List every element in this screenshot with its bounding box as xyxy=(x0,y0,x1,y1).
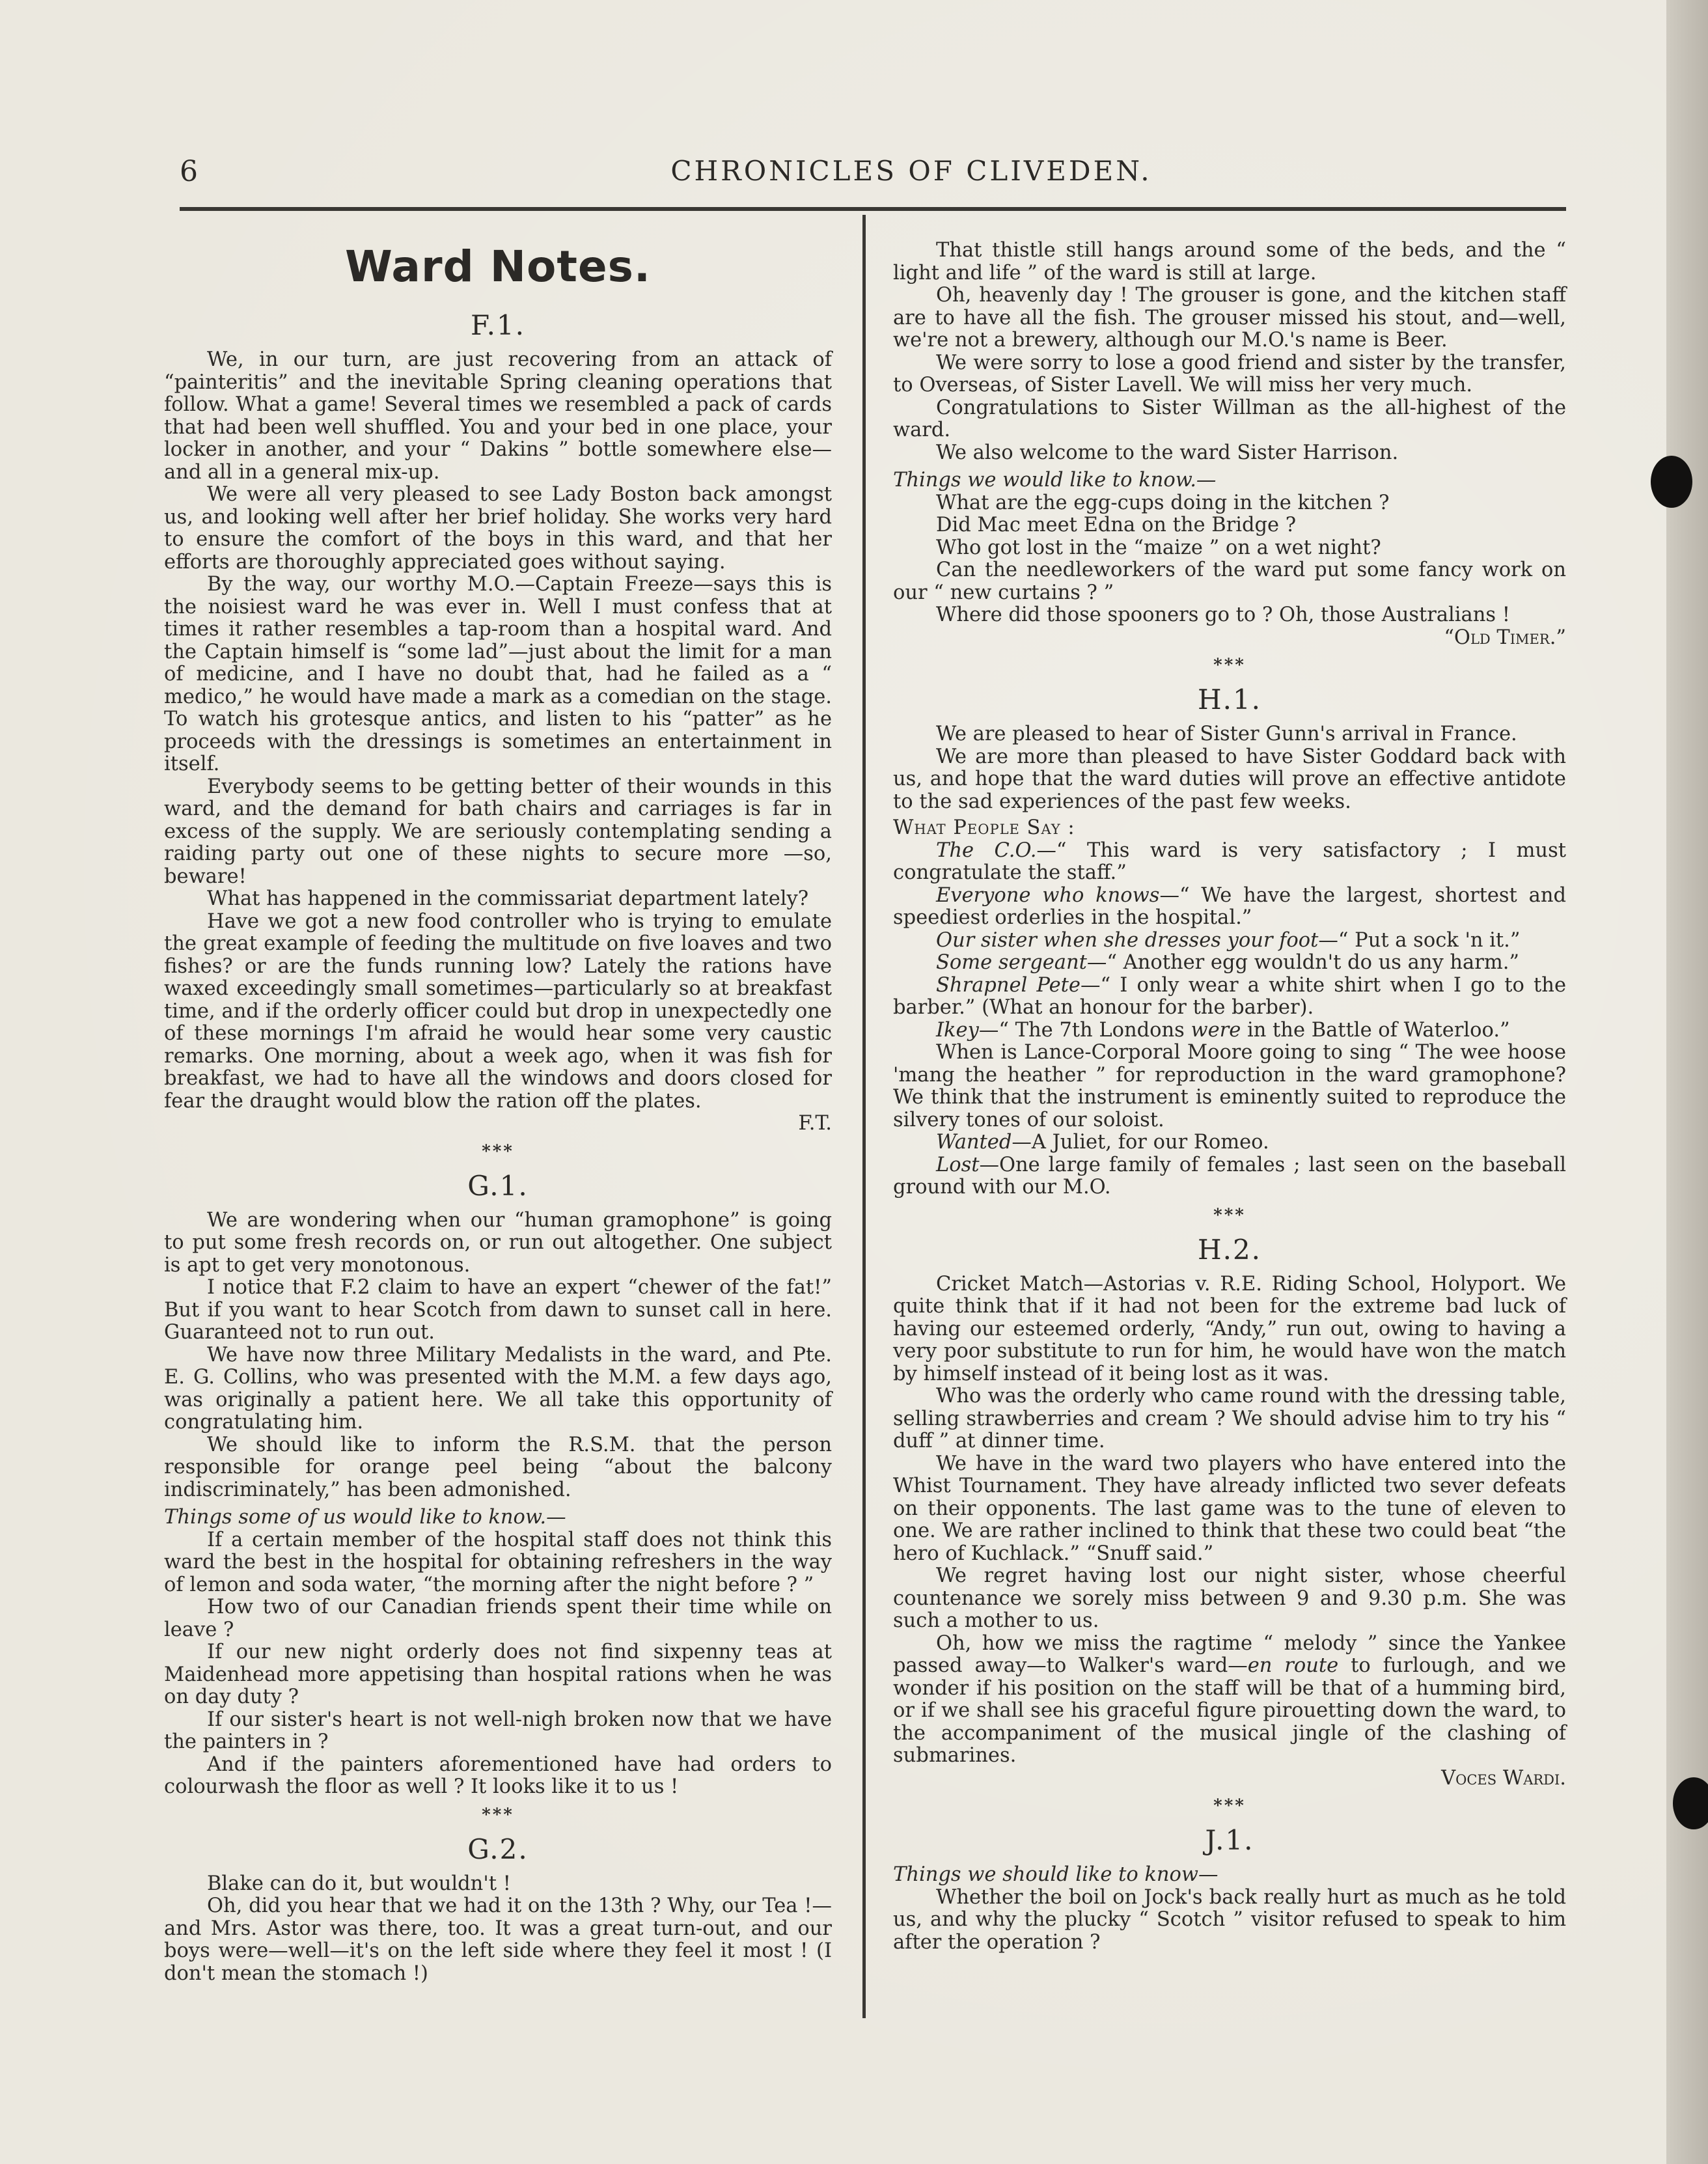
page-edge xyxy=(1666,0,1708,2164)
section-heading-g2: G.2. xyxy=(467,1833,529,1865)
signature: Voces Wardi. xyxy=(1441,1766,1566,1790)
section-separator: *** xyxy=(1213,1796,1246,1816)
section-separator: *** xyxy=(482,1805,514,1825)
saying-speaker: Shrapnel Pete xyxy=(936,973,1081,997)
paragraph: We have in the ward two players who have entered into the Whist Tournament. They have already inflicted two sever defeats on their opponents. The last game was to the tune of eleven to one. We are rather inclined to think that these two could beat “the hero of Kuchlack.” “Snuff said.” xyxy=(893,1452,1566,1565)
page-number: 6 xyxy=(180,155,198,188)
paragraph: Cricket Match—Astorias v. R.E. Riding School, Holyport. We quite think that if it had not been for the extreme bad luck of having our esteemed orderly, “Andy,” run out, owing to having a very poor substitute to run for him, he would have won the match by himself instead of it being lost as it was. xyxy=(893,1272,1566,1385)
paragraph: Congratulations to Sister Willman as the all-highest of the ward. xyxy=(893,396,1566,441)
paragraph: We were sorry to lose a good friend and sister by the transfer, to Overseas, of Sister Lavell. We will miss her very much. xyxy=(893,351,1566,396)
section-heading-j1: J.1. xyxy=(1205,1824,1254,1856)
section-heading-g1: G.1. xyxy=(467,1169,529,1202)
paragraph: By the way, our worthy M.O.—Captain Freeze—says this is the noisiest ward he was ever in. Well I must confess that at times it rather resembles a tap-room than a hospital ward. And the Captain himself is “some lad”—just about the limit for a man of medicine, and I have no doubt that, had he failed as a “ medico,” he would have made a mark as a comedian on the stage. To watch his grotesque antics, and listen to his “patter” as he proceeds with the dressings is sometimes an entertainment in itself. xyxy=(164,573,832,775)
paragraph: Whether the boil on Jock's back really hurt as much as he told us, and why the plucky “ Scotch ” visitor refused to speak to him after the operation ? xyxy=(893,1885,1566,1954)
list-item: If our new night orderly does not find sixpenny teas at Maidenhead more appetising than hospital rations when he was on day duty ? xyxy=(164,1641,832,1708)
list-item: How two of our Canadian friends spent their time while on leave ? xyxy=(164,1596,832,1641)
saying-quote: —“ The 7th Londons xyxy=(978,1018,1191,1042)
list-lead: Things we would like to know.— xyxy=(893,469,1217,492)
paragraph: Everybody seems to be getting better of their wounds in this ward, and the demand for bath chairs and carriages is far in excess of the supply. We are seriously contemplating sending a raiding party out one of these nights to secure more —so, beware! xyxy=(164,775,832,888)
saying-quote: —“ Another egg wouldn't do us any harm.” xyxy=(1086,951,1520,974)
list-item: Can the needleworkers of the ward put some fancy work on our “ new curtains ? ” xyxy=(893,559,1566,604)
saying xyxy=(893,952,1566,975)
list-item: If a certain member of the hospital staff does not think this ward the best in the hospital for obtaining refreshers in the way of lemon and soda water, “the morning after the night before ? ” xyxy=(164,1528,832,1596)
signature: “Old Timer.” xyxy=(1444,626,1566,649)
signature: F.T. xyxy=(798,1112,832,1135)
right-column xyxy=(893,240,1566,1954)
section-heading-f1: F.1. xyxy=(470,309,526,341)
section-separator: *** xyxy=(1213,1205,1246,1225)
list-item: Where did those spooners go to ? Oh, those Australians ! xyxy=(936,603,1510,626)
paragraph: We are more than pleased to have Sister Goddard back with us, and hope that the ward duties will prove an effective antidote to the sad experiences of the past few weeks. xyxy=(893,745,1566,813)
saying-speaker: Everyone who knows xyxy=(936,883,1160,907)
saying xyxy=(893,1020,1566,1042)
saying-speaker: Wanted xyxy=(936,1131,1012,1154)
saying-quote: —One large family of females ; last seen on the baseball ground with our M.O. xyxy=(893,1153,1566,1199)
paragraph-text: Oh, how we miss the ragtime “ melody ” since the Yankee passed away—to Walker's ward— xyxy=(893,1631,1566,1677)
saying xyxy=(893,1154,1566,1199)
list-lead: Things we should like to know— xyxy=(893,1863,1219,1886)
saying-speaker: The C.O. xyxy=(936,839,1037,862)
paragraph: Blake can do it, but wouldn't ! xyxy=(207,1872,511,1895)
section-heading-h1: H.1. xyxy=(1197,684,1262,715)
section-separator: *** xyxy=(1213,656,1246,675)
saying-speaker: Some sergeant xyxy=(936,951,1087,974)
section-separator: *** xyxy=(482,1141,514,1161)
paragraph: Who was the orderly who came round with the dressing table, selling strawberries and cream ? We should advise him to try his “ duff ” at dinner time. xyxy=(893,1385,1566,1452)
list-item: Who got lost in the “maize ” on a wet night? xyxy=(936,536,1381,559)
paragraph: We also welcome to the ward Sister Harrison. xyxy=(936,441,1399,464)
saying-quote: —“ We have the largest, shortest and speediest orderlies in the hospital.” xyxy=(893,883,1566,929)
saying-quote: —“ This ward is very satisfactory ; I must congratulate the staff.” xyxy=(893,839,1566,884)
saying xyxy=(893,975,1566,1020)
saying-quote: —“ I only wear a white shirt when I go to the barber.” (What an honour for the barber). xyxy=(893,973,1566,1019)
list-item: Did Mac meet Edna on the Bridge ? xyxy=(936,514,1297,536)
list-item: If our sister's heart is not well-nigh broken now that we have the painters in ? xyxy=(164,1708,832,1753)
saying xyxy=(893,1131,1566,1154)
paragraph: We are pleased to hear of Sister Gunn's arrival in France. xyxy=(936,723,1517,745)
paragraph: We should like to inform the R.S.M. that the person responsible for orange peel being “about the balcony indiscriminately,” has been admonished. xyxy=(164,1433,832,1501)
paragraph: I notice that F.2 claim to have an expert “chewer of the fat!” But if you want to hear Scotch from dawn to sunset call in here. Guaranteed not to run out. xyxy=(164,1276,832,1344)
list-lead: Things some of us would like to know.— xyxy=(164,1506,566,1529)
saying-speaker: Lost xyxy=(936,1153,980,1176)
saying xyxy=(893,930,1566,952)
paragraph xyxy=(893,1633,1566,1768)
saying xyxy=(893,840,1566,885)
saying-speaker: Our sister when she dresses your foot xyxy=(936,928,1319,952)
subheading-what-people-say: What People Say : xyxy=(893,816,1075,839)
paragraph: We have now three Military Medalists in the ward, and Pte. E. G. Collins, who was presented with the M.M. a few days ago, was originally a patient here. We all take this opportunity of congratulating him. xyxy=(164,1343,832,1434)
column-divider xyxy=(862,215,866,2018)
paragraph-text-end: to furlough, and we wonder if his position on the staff will be that of a humming bird, or if we shall see his graceful figure pirouetting down the ward, to the accompaniment of the musical jingle of the clashing of submarines. xyxy=(893,1654,1566,1767)
list-item: What are the egg-cups doing in the kitchen ? xyxy=(936,491,1390,514)
saying-speaker: Ikey xyxy=(936,1018,979,1042)
section-heading-h2: H.2. xyxy=(1197,1233,1262,1266)
paragraph: Oh, heavenly day ! The grouser is gone, and the kitchen staff are to have all the fish. The grouser missed his stout, and—well, we're not a brewery, although our M.O.'s name is Beer. xyxy=(893,284,1566,352)
binding-hole xyxy=(1651,456,1692,508)
saying-emphasis: were xyxy=(1191,1018,1241,1042)
paragraph: When is Lance-Corporal Moore going to sing “ The wee hoose 'mang the heather ” for reproduction in the ward gramophone? We think that the instrument is eminently suited to reproduce the silvery tones of our soloist. xyxy=(893,1041,1566,1131)
saying xyxy=(893,885,1566,930)
paragraph-emphasis: en route xyxy=(1247,1654,1339,1677)
saying-quote: —“ Put a sock 'n it.” xyxy=(1318,928,1521,952)
paragraph: That thistle still hangs around some of the beds, and the “ light and life ” of the ward is still at large. xyxy=(893,239,1566,284)
saying-quote-end: in the Battle of Waterloo.” xyxy=(1241,1018,1510,1042)
paragraph: What has happened in the commissariat department lately? xyxy=(207,887,809,910)
page-title: Ward Notes. xyxy=(344,242,651,292)
saying-quote: —A Juliet, for our Romeo. xyxy=(1012,1131,1269,1154)
paragraph: We are wondering when our “human gramophone” is going to put some fresh records on, or run out altogether. One subject is apt to get very monotonous. xyxy=(164,1208,832,1277)
paragraph: Have we got a new food controller who is trying to emulate the great example of feeding the multitude on five loaves and two fishes? or are the funds running low? Lately the rations have waxed exceedingly small sometimes—particularly so at breakfast time, and if the orderly officer could but drop in unexpectedly one of these mornings I'm afraid he would hear some very caustic remarks. One morning, about a week ago, when it was fish for breakfast, we had to have all the windows and doors closed for fear the draught would blow the ration off the plates. xyxy=(164,909,832,1113)
paragraph: We were all very pleased to see Lady Boston back amongst us, and looking well after her brief holiday. She works very hard to ensure the comfort of the boys in this ward, and that her efforts are thoroughly appreciated goes without saying. xyxy=(164,483,832,574)
paragraph: Oh, did you hear that we had it on the 13th ? Why, our Tea !—and Mrs. Astor was there, too. It was a great turn-out, and our boys were—well—it's on the left side where they feel it most ! (I don't mean the stomach !) xyxy=(164,1894,832,1985)
paragraph: We, in our turn, are just recovering from an attack of “painteritis” and the inevitable Spring cleaning operations that follow. What a game! Several times we resembled a pack of cards that had been well shuffled. You and your bed in one place, your locker in another, and your “ Dakins ” bottle somewhere else—and all in a general mix-up. xyxy=(164,348,832,484)
list-item: And if the painters aforementioned have had orders to colourwash the floor as well ? It looks like it to us ! xyxy=(164,1753,832,1798)
paragraph: We regret having lost our night sister, whose cheerful countenance we sorely miss between 9 and 9.30 p.m. She was such a mother to us. xyxy=(893,1564,1566,1632)
header-rule xyxy=(180,207,1566,211)
running-title: CHRONICLES OF CLIVEDEN. xyxy=(670,155,1152,187)
left-column xyxy=(164,234,832,1985)
